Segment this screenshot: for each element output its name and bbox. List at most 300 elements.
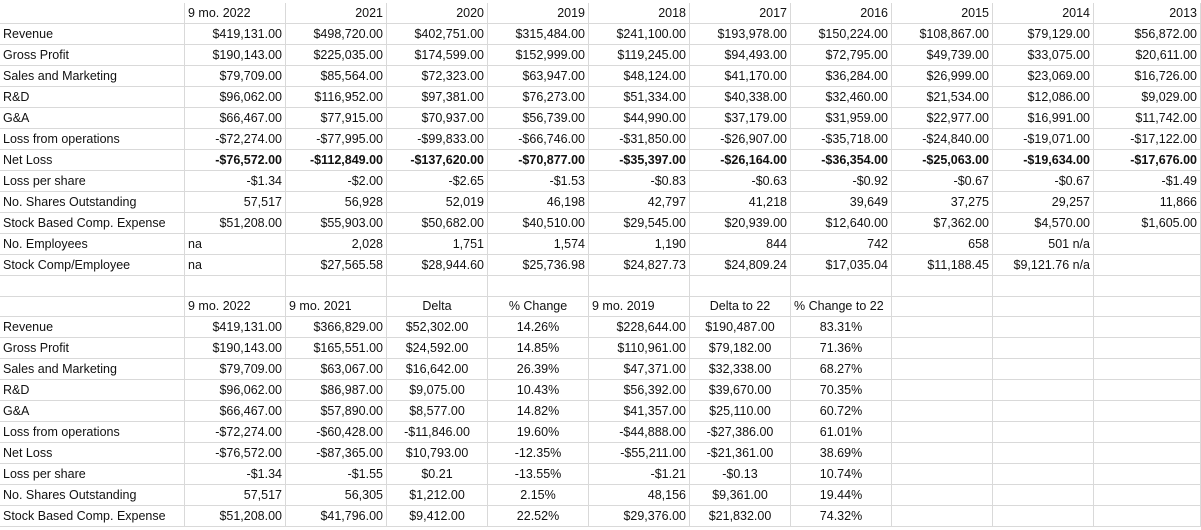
table2-value-cell[interactable]: -$55,211.00 bbox=[589, 443, 690, 464]
table2-value-cell[interactable]: $79,709.00 bbox=[185, 359, 286, 380]
table2-value-cell[interactable]: $41,796.00 bbox=[286, 506, 387, 527]
table2-value-cell[interactable]: $9,075.00 bbox=[387, 380, 488, 401]
table1-header-row bbox=[0, 3, 1201, 24]
table1-header-cell[interactable]: 2019 bbox=[488, 3, 589, 24]
table1-value-cell[interactable]: -$1.53 bbox=[488, 171, 589, 192]
table1-value-cell[interactable]: -$24,840.00 bbox=[892, 129, 993, 150]
table1-value-cell[interactable]: $193,978.00 bbox=[690, 24, 791, 45]
table2-value-cell[interactable]: -$11,846.00 bbox=[387, 422, 488, 443]
table1-value-cell[interactable]: 1,190 bbox=[589, 234, 690, 255]
table2-value-cell[interactable]: -$72,274.00 bbox=[185, 422, 286, 443]
table1-value-cell[interactable]: $63,947.00 bbox=[488, 66, 589, 87]
table2-row-label[interactable]: Stock Based Comp. Expense bbox=[0, 506, 185, 527]
table2-row-label[interactable]: No. Shares Outstanding bbox=[0, 485, 185, 506]
empty-cell[interactable] bbox=[791, 276, 892, 297]
table2-row-label[interactable]: Loss per share bbox=[0, 464, 185, 485]
table1-value-cell[interactable]: $32,460.00 bbox=[791, 87, 892, 108]
table2-value-cell[interactable]: -$1.55 bbox=[286, 464, 387, 485]
empty-cell[interactable] bbox=[286, 276, 387, 297]
table2-value-cell[interactable]: $366,829.00 bbox=[286, 317, 387, 338]
empty-cell[interactable] bbox=[892, 296, 993, 317]
table1-value-cell[interactable]: $174,599.00 bbox=[387, 45, 488, 66]
table1-value-cell[interactable]: -$0.63 bbox=[690, 171, 791, 192]
table1-row bbox=[0, 192, 1201, 213]
table1-value-cell[interactable]: $37,179.00 bbox=[690, 108, 791, 129]
table1-header-cell[interactable]: 2020 bbox=[387, 3, 488, 24]
table2-value-cell[interactable]: $10,793.00 bbox=[387, 443, 488, 464]
empty-cell[interactable] bbox=[892, 464, 993, 485]
empty-cell[interactable] bbox=[892, 422, 993, 443]
table2-value-cell[interactable]: $24,592.00 bbox=[387, 338, 488, 359]
table1-row-label[interactable]: No. Shares Outstanding bbox=[0, 192, 185, 213]
table2-value-cell[interactable]: $0.21 bbox=[387, 464, 488, 485]
table1-value-cell[interactable]: -$2.65 bbox=[387, 171, 488, 192]
empty-cell[interactable] bbox=[993, 296, 1094, 317]
table1-value-cell[interactable]: $9,029.00 bbox=[1094, 87, 1201, 108]
table2-value-cell[interactable]: $52,302.00 bbox=[387, 317, 488, 338]
table1-value-cell[interactable]: -$2.00 bbox=[286, 171, 387, 192]
table1-value-cell[interactable]: 2,028 bbox=[286, 234, 387, 255]
table1-value-cell[interactable]: $16,991.00 bbox=[993, 108, 1094, 129]
table1-header-cell[interactable] bbox=[0, 3, 185, 24]
table2-header-cell[interactable]: % Change to 22 bbox=[791, 296, 892, 317]
table1-value-cell[interactable]: $56,739.00 bbox=[488, 108, 589, 129]
table1-value-cell[interactable]: $4,570.00 bbox=[993, 213, 1094, 234]
table1-value-cell[interactable] bbox=[1094, 255, 1201, 276]
table2-header-cell[interactable]: Delta to 22 bbox=[690, 296, 791, 317]
table2-value-cell[interactable]: 10.43% bbox=[488, 380, 589, 401]
table1-row bbox=[0, 66, 1201, 87]
empty-cell[interactable] bbox=[1094, 485, 1201, 506]
table1-value-cell[interactable]: $48,124.00 bbox=[589, 66, 690, 87]
empty-cell[interactable] bbox=[993, 506, 1094, 527]
table1-value-cell[interactable]: -$1.34 bbox=[185, 171, 286, 192]
table2-value-cell[interactable]: 68.27% bbox=[791, 359, 892, 380]
table2-row bbox=[0, 443, 1201, 464]
table2-value-cell[interactable]: $9,412.00 bbox=[387, 506, 488, 527]
table2-header-cell[interactable]: Delta bbox=[387, 296, 488, 317]
table2-value-cell[interactable]: $96,062.00 bbox=[185, 380, 286, 401]
table1-value-cell[interactable]: $190,143.00 bbox=[185, 45, 286, 66]
table1-value-cell[interactable]: -$70,877.00 bbox=[488, 150, 589, 171]
table1-value-cell[interactable]: -$31,850.00 bbox=[589, 129, 690, 150]
table1-value-cell[interactable]: $79,129.00 bbox=[993, 24, 1094, 45]
table2-value-cell[interactable]: -$0.13 bbox=[690, 464, 791, 485]
empty-cell[interactable] bbox=[993, 443, 1094, 464]
table2-value-cell[interactable]: 56,305 bbox=[286, 485, 387, 506]
table2-value-cell[interactable]: -$87,365.00 bbox=[286, 443, 387, 464]
table1-value-cell[interactable]: -$26,907.00 bbox=[690, 129, 791, 150]
table2-value-cell[interactable]: 10.74% bbox=[791, 464, 892, 485]
table2-row bbox=[0, 401, 1201, 422]
empty-cell[interactable] bbox=[892, 276, 993, 297]
empty-cell[interactable] bbox=[1094, 380, 1201, 401]
table2-value-cell[interactable]: -$1.21 bbox=[589, 464, 690, 485]
table1-value-cell[interactable]: $16,726.00 bbox=[1094, 66, 1201, 87]
table2-value-cell[interactable]: 71.36% bbox=[791, 338, 892, 359]
table1-value-cell[interactable]: $28,944.60 bbox=[387, 255, 488, 276]
table1-value-cell[interactable]: -$35,397.00 bbox=[589, 150, 690, 171]
empty-cell[interactable] bbox=[993, 464, 1094, 485]
table1-header-cell[interactable]: 2013 bbox=[1094, 3, 1201, 24]
table1-value-cell[interactable]: $96,062.00 bbox=[185, 87, 286, 108]
table1-value-cell[interactable]: 37,275 bbox=[892, 192, 993, 213]
empty-cell[interactable] bbox=[892, 443, 993, 464]
table2-row bbox=[0, 359, 1201, 380]
table1-value-cell[interactable]: $31,959.00 bbox=[791, 108, 892, 129]
table2-row bbox=[0, 422, 1201, 443]
table1-value-cell[interactable]: $36,284.00 bbox=[791, 66, 892, 87]
table1-value-cell[interactable]: -$0.83 bbox=[589, 171, 690, 192]
table2-value-cell[interactable]: $25,110.00 bbox=[690, 401, 791, 422]
empty-cell[interactable] bbox=[0, 276, 185, 297]
table1-value-cell[interactable]: $150,224.00 bbox=[791, 24, 892, 45]
table1-value-cell[interactable]: -$99,833.00 bbox=[387, 129, 488, 150]
table2-value-cell[interactable]: -$21,361.00 bbox=[690, 443, 791, 464]
table1-row-label[interactable]: No. Employees bbox=[0, 234, 185, 255]
table2-row-label[interactable]: Revenue bbox=[0, 317, 185, 338]
table2-row-label[interactable]: Gross Profit bbox=[0, 338, 185, 359]
table1-value-cell[interactable]: $23,069.00 bbox=[993, 66, 1094, 87]
table1-value-cell[interactable]: $66,467.00 bbox=[185, 108, 286, 129]
table1-value-cell[interactable]: -$25,063.00 bbox=[892, 150, 993, 171]
table2-value-cell[interactable]: $9,361.00 bbox=[690, 485, 791, 506]
table1-value-cell[interactable]: $26,999.00 bbox=[892, 66, 993, 87]
table1-value-cell[interactable]: $498,720.00 bbox=[286, 24, 387, 45]
table1-value-cell[interactable]: $55,903.00 bbox=[286, 213, 387, 234]
table1-value-cell[interactable]: $50,682.00 bbox=[387, 213, 488, 234]
table2-value-cell[interactable]: $21,832.00 bbox=[690, 506, 791, 527]
table1-value-cell[interactable]: $17,035.04 bbox=[791, 255, 892, 276]
table2-row bbox=[0, 485, 1201, 506]
table2-value-cell[interactable]: 2.15% bbox=[488, 485, 589, 506]
table1-value-cell[interactable]: $22,977.00 bbox=[892, 108, 993, 129]
table2-value-cell[interactable]: 74.32% bbox=[791, 506, 892, 527]
table2-row bbox=[0, 506, 1201, 527]
empty-cell[interactable] bbox=[1094, 506, 1201, 527]
table2-value-cell[interactable]: $228,644.00 bbox=[589, 317, 690, 338]
empty-cell[interactable] bbox=[993, 380, 1094, 401]
table2-value-cell[interactable]: 61.01% bbox=[791, 422, 892, 443]
table1-value-cell[interactable]: 46,198 bbox=[488, 192, 589, 213]
table1-row bbox=[0, 45, 1201, 66]
table1-row bbox=[0, 213, 1201, 234]
table1-value-cell[interactable]: $7,362.00 bbox=[892, 213, 993, 234]
table2-value-cell[interactable]: -12.35% bbox=[488, 443, 589, 464]
table2-value-cell[interactable]: 14.26% bbox=[488, 317, 589, 338]
table1-value-cell[interactable]: -$112,849.00 bbox=[286, 150, 387, 171]
table2-value-cell[interactable]: -$44,888.00 bbox=[589, 422, 690, 443]
empty-cell[interactable] bbox=[993, 276, 1094, 297]
table2-value-cell[interactable]: $190,487.00 bbox=[690, 317, 791, 338]
table2-value-cell[interactable]: $419,131.00 bbox=[185, 317, 286, 338]
table1-value-cell[interactable]: na bbox=[185, 255, 286, 276]
empty-cell[interactable] bbox=[488, 276, 589, 297]
table1-value-cell[interactable]: 11,866 bbox=[1094, 192, 1201, 213]
table2-value-cell[interactable]: -$1.34 bbox=[185, 464, 286, 485]
table2-value-cell[interactable]: 60.72% bbox=[791, 401, 892, 422]
empty-cell[interactable] bbox=[1094, 296, 1201, 317]
empty-cell[interactable] bbox=[1094, 276, 1201, 297]
table2-value-cell[interactable]: $32,338.00 bbox=[690, 359, 791, 380]
table1-value-cell[interactable]: $20,611.00 bbox=[1094, 45, 1201, 66]
table1-value-cell[interactable]: $402,751.00 bbox=[387, 24, 488, 45]
table2-row-label[interactable]: R&D bbox=[0, 380, 185, 401]
table2-value-cell[interactable]: $190,143.00 bbox=[185, 338, 286, 359]
table1-value-cell[interactable]: $11,188.45 bbox=[892, 255, 993, 276]
empty-cell[interactable] bbox=[1094, 401, 1201, 422]
table2-row-label[interactable]: G&A bbox=[0, 401, 185, 422]
table1-row-label[interactable]: Loss from operations bbox=[0, 129, 185, 150]
table2-value-cell[interactable]: 19.60% bbox=[488, 422, 589, 443]
table2-value-cell[interactable]: 57,517 bbox=[185, 485, 286, 506]
table1-value-cell[interactable]: na bbox=[185, 234, 286, 255]
table1-value-cell[interactable]: $225,035.00 bbox=[286, 45, 387, 66]
empty-cell[interactable] bbox=[892, 338, 993, 359]
empty-cell[interactable] bbox=[892, 380, 993, 401]
table1-value-cell[interactable]: -$36,354.00 bbox=[791, 150, 892, 171]
table1-value-cell[interactable]: $25,736.98 bbox=[488, 255, 589, 276]
empty-cell[interactable] bbox=[993, 317, 1094, 338]
table1-value-cell[interactable]: -$72,274.00 bbox=[185, 129, 286, 150]
table1-value-cell[interactable]: 56,928 bbox=[286, 192, 387, 213]
table2-value-cell[interactable]: $29,376.00 bbox=[589, 506, 690, 527]
table1-value-cell[interactable]: 52,019 bbox=[387, 192, 488, 213]
table1-row-label[interactable]: Stock Based Comp. Expense bbox=[0, 213, 185, 234]
table1-value-cell[interactable]: -$19,071.00 bbox=[993, 129, 1094, 150]
table2-value-cell[interactable]: $110,961.00 bbox=[589, 338, 690, 359]
table2-value-cell[interactable]: 19.44% bbox=[791, 485, 892, 506]
table1-value-cell[interactable]: 742 bbox=[791, 234, 892, 255]
table2-value-cell[interactable]: 22.52% bbox=[488, 506, 589, 527]
table1-value-cell[interactable]: $94,493.00 bbox=[690, 45, 791, 66]
table1-value-cell[interactable]: $51,208.00 bbox=[185, 213, 286, 234]
table1-value-cell[interactable]: $33,075.00 bbox=[993, 45, 1094, 66]
table1-row bbox=[0, 108, 1201, 129]
table1-value-cell[interactable]: $12,640.00 bbox=[791, 213, 892, 234]
table1-row bbox=[0, 87, 1201, 108]
table1-value-cell[interactable]: 844 bbox=[690, 234, 791, 255]
table1-value-cell[interactable]: 29,257 bbox=[993, 192, 1094, 213]
empty-cell[interactable] bbox=[892, 485, 993, 506]
table2-value-cell[interactable]: $8,577.00 bbox=[387, 401, 488, 422]
table2-value-cell[interactable]: 38.69% bbox=[791, 443, 892, 464]
table1-value-cell[interactable]: $72,323.00 bbox=[387, 66, 488, 87]
table1-row-label[interactable]: Gross Profit bbox=[0, 45, 185, 66]
table1-row-label[interactable]: Loss per share bbox=[0, 171, 185, 192]
table1-header-cell[interactable]: 2021 bbox=[286, 3, 387, 24]
table2-row bbox=[0, 380, 1201, 401]
table1-value-cell[interactable]: $56,872.00 bbox=[1094, 24, 1201, 45]
table1-value-cell[interactable]: $85,564.00 bbox=[286, 66, 387, 87]
table2-value-cell[interactable]: $1,212.00 bbox=[387, 485, 488, 506]
table2-row bbox=[0, 338, 1201, 359]
table2-row bbox=[0, 317, 1201, 338]
table1-value-cell[interactable]: -$35,718.00 bbox=[791, 129, 892, 150]
empty-cell[interactable] bbox=[993, 422, 1094, 443]
table1-value-cell[interactable]: $315,484.00 bbox=[488, 24, 589, 45]
table1-value-cell[interactable]: 57,517 bbox=[185, 192, 286, 213]
table1-value-cell[interactable]: $97,381.00 bbox=[387, 87, 488, 108]
table1-value-cell[interactable]: -$17,122.00 bbox=[1094, 129, 1201, 150]
empty-cell[interactable] bbox=[1094, 359, 1201, 380]
empty-cell[interactable] bbox=[892, 317, 993, 338]
table1-value-cell[interactable]: -$17,676.00 bbox=[1094, 150, 1201, 171]
table1-value-cell[interactable]: -$1.49 bbox=[1094, 171, 1201, 192]
table1-value-cell[interactable]: -$0.67 bbox=[892, 171, 993, 192]
table2-value-cell[interactable]: -$27,386.00 bbox=[690, 422, 791, 443]
table2-value-cell[interactable]: $79,182.00 bbox=[690, 338, 791, 359]
table1-value-cell[interactable]: -$26,164.00 bbox=[690, 150, 791, 171]
table2-value-cell[interactable]: $63,067.00 bbox=[286, 359, 387, 380]
table2-value-cell[interactable]: 70.35% bbox=[791, 380, 892, 401]
table2-header-row bbox=[0, 296, 1201, 317]
table1-value-cell[interactable]: $77,915.00 bbox=[286, 108, 387, 129]
table2-row-label[interactable]: Sales and Marketing bbox=[0, 359, 185, 380]
table1-value-cell[interactable]: $29,545.00 bbox=[589, 213, 690, 234]
table1-value-cell[interactable]: -$76,572.00 bbox=[185, 150, 286, 171]
table1-value-cell[interactable]: $119,245.00 bbox=[589, 45, 690, 66]
table1-value-cell[interactable]: $108,867.00 bbox=[892, 24, 993, 45]
table2-value-cell[interactable]: -$76,572.00 bbox=[185, 443, 286, 464]
table2-value-cell[interactable]: $66,467.00 bbox=[185, 401, 286, 422]
table1-row bbox=[0, 255, 1201, 276]
table1-value-cell[interactable] bbox=[1094, 234, 1201, 255]
table1-value-cell[interactable]: 42,797 bbox=[589, 192, 690, 213]
table1-value-cell[interactable]: 1,751 bbox=[387, 234, 488, 255]
table2-value-cell[interactable]: 14.85% bbox=[488, 338, 589, 359]
table1-header-cell[interactable]: 9 mo. 2022 bbox=[185, 3, 286, 24]
table1-value-cell[interactable]: 39,649 bbox=[791, 192, 892, 213]
table1-row-label[interactable]: Sales and Marketing bbox=[0, 66, 185, 87]
table1-value-cell[interactable]: -$77,995.00 bbox=[286, 129, 387, 150]
empty-row bbox=[0, 276, 1201, 297]
table1-row-label[interactable]: Revenue bbox=[0, 24, 185, 45]
table1-value-cell[interactable]: -$66,746.00 bbox=[488, 129, 589, 150]
table1-header-cell[interactable]: 2018 bbox=[589, 3, 690, 24]
table2-value-cell[interactable]: -13.55% bbox=[488, 464, 589, 485]
table2-header-cell[interactable]: % Change bbox=[488, 296, 589, 317]
table1-value-cell[interactable]: $9,121.76 n/a bbox=[993, 255, 1094, 276]
empty-cell[interactable] bbox=[892, 506, 993, 527]
table1-value-cell[interactable]: $116,952.00 bbox=[286, 87, 387, 108]
table1-value-cell[interactable]: $1,605.00 bbox=[1094, 213, 1201, 234]
empty-cell[interactable] bbox=[1094, 317, 1201, 338]
table1-row bbox=[0, 234, 1201, 255]
empty-cell[interactable] bbox=[993, 338, 1094, 359]
table2-row bbox=[0, 464, 1201, 485]
table1-value-cell[interactable]: 41,218 bbox=[690, 192, 791, 213]
table1-header-cell[interactable]: 2017 bbox=[690, 3, 791, 24]
table1-row bbox=[0, 129, 1201, 150]
table1-value-cell[interactable]: $79,709.00 bbox=[185, 66, 286, 87]
table1-value-cell[interactable]: 658 bbox=[892, 234, 993, 255]
table1-value-cell[interactable]: $24,809.24 bbox=[690, 255, 791, 276]
table1-value-cell[interactable]: -$0.67 bbox=[993, 171, 1094, 192]
table2-value-cell[interactable]: $51,208.00 bbox=[185, 506, 286, 527]
table1-row-label[interactable]: Net Loss bbox=[0, 150, 185, 171]
empty-cell[interactable] bbox=[892, 359, 993, 380]
empty-cell[interactable] bbox=[690, 276, 791, 297]
empty-cell[interactable] bbox=[1094, 443, 1201, 464]
table1-value-cell[interactable]: -$137,620.00 bbox=[387, 150, 488, 171]
table2-row-label[interactable]: Loss from operations bbox=[0, 422, 185, 443]
table1-value-cell[interactable]: $12,086.00 bbox=[993, 87, 1094, 108]
table1-row bbox=[0, 150, 1201, 171]
table2-value-cell[interactable]: $56,392.00 bbox=[589, 380, 690, 401]
empty-cell[interactable] bbox=[993, 401, 1094, 422]
table2-value-cell[interactable]: $16,642.00 bbox=[387, 359, 488, 380]
table1-value-cell[interactable]: $40,338.00 bbox=[690, 87, 791, 108]
table1-value-cell[interactable]: $152,999.00 bbox=[488, 45, 589, 66]
table2-value-cell[interactable]: $57,890.00 bbox=[286, 401, 387, 422]
table2-value-cell[interactable]: 26.39% bbox=[488, 359, 589, 380]
table1-value-cell[interactable]: -$19,634.00 bbox=[993, 150, 1094, 171]
empty-cell[interactable] bbox=[993, 359, 1094, 380]
table2-header-cell[interactable]: 9 mo. 2021 bbox=[286, 296, 387, 317]
table2-header-cell[interactable] bbox=[0, 296, 185, 317]
table1-value-cell[interactable]: $70,937.00 bbox=[387, 108, 488, 129]
table1-header-cell[interactable]: 2016 bbox=[791, 3, 892, 24]
table1-header-cell[interactable]: 2015 bbox=[892, 3, 993, 24]
table1-value-cell[interactable]: $51,334.00 bbox=[589, 87, 690, 108]
table2-value-cell[interactable]: $39,670.00 bbox=[690, 380, 791, 401]
table1-value-cell[interactable]: 1,574 bbox=[488, 234, 589, 255]
table1-row bbox=[0, 24, 1201, 45]
empty-cell[interactable] bbox=[387, 276, 488, 297]
empty-cell[interactable] bbox=[185, 276, 286, 297]
empty-cell[interactable] bbox=[892, 401, 993, 422]
table1-value-cell[interactable]: $27,565.58 bbox=[286, 255, 387, 276]
table1-value-cell[interactable]: $41,170.00 bbox=[690, 66, 791, 87]
table2-value-cell[interactable]: 83.31% bbox=[791, 317, 892, 338]
table1-value-cell[interactable]: 501 n/a bbox=[993, 234, 1094, 255]
table1-row bbox=[0, 171, 1201, 192]
table1-value-cell[interactable]: $72,795.00 bbox=[791, 45, 892, 66]
empty-cell[interactable] bbox=[1094, 464, 1201, 485]
table2-value-cell[interactable]: $165,551.00 bbox=[286, 338, 387, 359]
empty-cell[interactable] bbox=[1094, 422, 1201, 443]
table2-value-cell[interactable]: 14.82% bbox=[488, 401, 589, 422]
empty-cell[interactable] bbox=[589, 276, 690, 297]
table1-row-label[interactable]: Stock Comp/Employee bbox=[0, 255, 185, 276]
table2-value-cell[interactable]: -$60,428.00 bbox=[286, 422, 387, 443]
table1-value-cell[interactable]: $20,939.00 bbox=[690, 213, 791, 234]
table2-value-cell[interactable]: 48,156 bbox=[589, 485, 690, 506]
table1-value-cell[interactable]: $21,534.00 bbox=[892, 87, 993, 108]
table1-value-cell[interactable]: $49,739.00 bbox=[892, 45, 993, 66]
table2-value-cell[interactable]: $41,357.00 bbox=[589, 401, 690, 422]
empty-cell[interactable] bbox=[993, 485, 1094, 506]
table2-value-cell[interactable]: $47,371.00 bbox=[589, 359, 690, 380]
table1-value-cell[interactable]: $241,100.00 bbox=[589, 24, 690, 45]
table1-value-cell[interactable]: $76,273.00 bbox=[488, 87, 589, 108]
table1-row-label[interactable]: G&A bbox=[0, 108, 185, 129]
table1-value-cell[interactable]: $11,742.00 bbox=[1094, 108, 1201, 129]
table1-row-label[interactable]: R&D bbox=[0, 87, 185, 108]
table2-value-cell[interactable]: $86,987.00 bbox=[286, 380, 387, 401]
table1-value-cell[interactable]: $24,827.73 bbox=[589, 255, 690, 276]
table1-value-cell[interactable]: $40,510.00 bbox=[488, 213, 589, 234]
table1-value-cell[interactable]: $419,131.00 bbox=[185, 24, 286, 45]
table2-header-cell[interactable]: 9 mo. 2022 bbox=[185, 296, 286, 317]
table2-header-cell[interactable]: 9 mo. 2019 bbox=[589, 296, 690, 317]
table1-value-cell[interactable]: -$0.92 bbox=[791, 171, 892, 192]
table1-header-cell[interactable]: 2014 bbox=[993, 3, 1094, 24]
table1-value-cell[interactable]: $44,990.00 bbox=[589, 108, 690, 129]
table2-row-label[interactable]: Net Loss bbox=[0, 443, 185, 464]
empty-cell[interactable] bbox=[1094, 338, 1201, 359]
